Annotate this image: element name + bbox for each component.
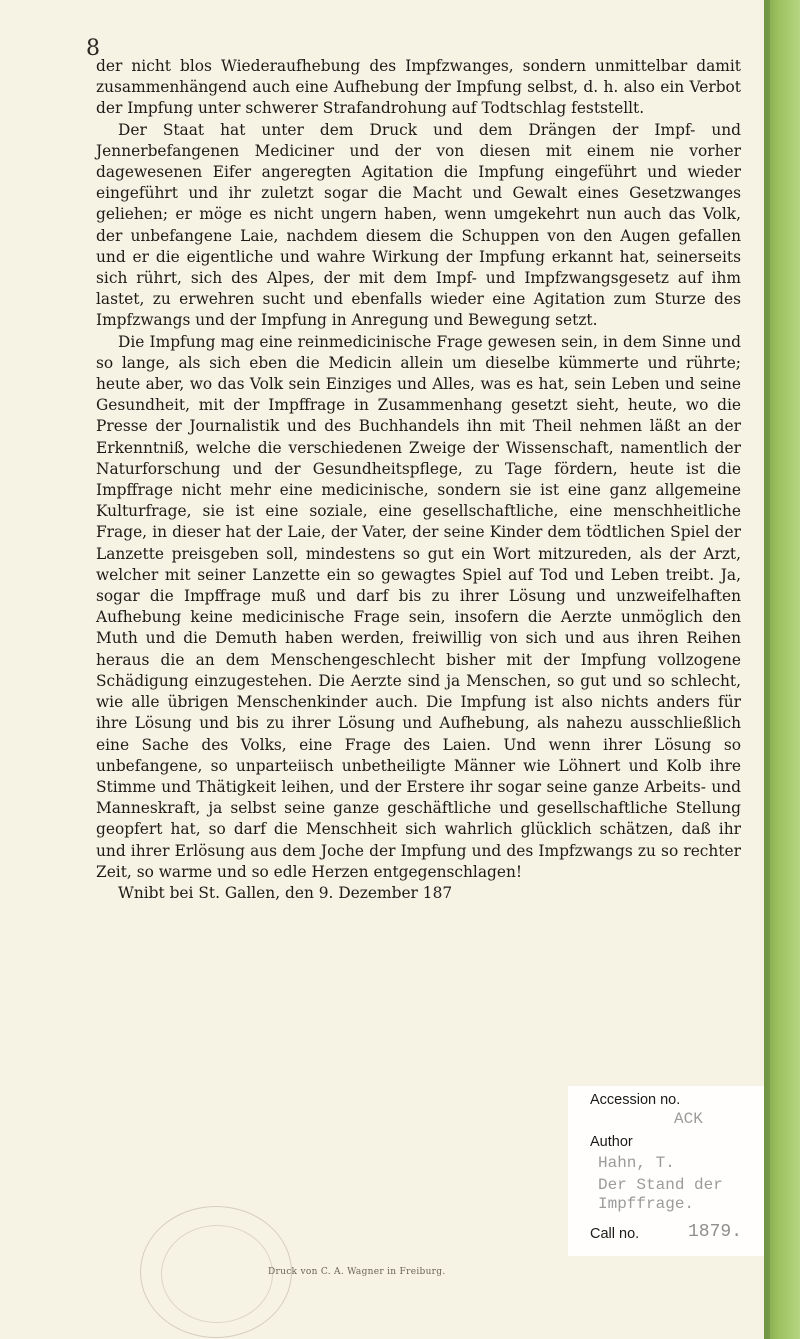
- author-value: Hahn, T.: [598, 1154, 675, 1172]
- call-value: 1879.: [688, 1222, 743, 1242]
- printer-imprint: Druck von C. A. Wagner in Freiburg.: [268, 1267, 446, 1277]
- cover-edge-strip: [764, 0, 800, 1339]
- accession-heading: Accession no.: [590, 1092, 681, 1108]
- title-value: Der Stand der Impffrage.: [598, 1176, 723, 1213]
- paragraph-1: der nicht blos Wiederaufhebung des Impfzwanges, sondern unmittelbar damit zusammenhängend auch eine Aufhebung der Impfung selbst, d. h. also ein Verbot der Impfung unter schwerer Strafandrohung auf Todtschlag feststellt.: [96, 57, 741, 118]
- author-heading: Author: [590, 1134, 633, 1150]
- body-text: [96, 56, 741, 904]
- paragraph-3: Die Impfung mag eine reinmedicinische Frage gewesen sein, in dem Sinne und so lange, als sich eben die Medicin allein um dieselbe kümmerte und rührte; heute aber, wo das Volk sein Einziges und Alles, was es hat, sein Leben und seine Gesundheit, mit der Impffrage in Zusammenhang gesetzt sieht, heute, wo die Presse der Journalistik und des Buchhandels ihn mit Theil nehmen läßt an der Erkenntniß, welche die verschiedenen Zweige der Wissenschaft, namentlich der Naturforschung und der Gesundheitspflege, zu Tage fördern, heute ist die Impffrage nicht mehr eine medicinische, sondern sie ist eine ganz allgemeine Kulturfrage, sie ist eine soziale, eine gesellschaftliche, eine menschheitliche Frage, in dieser hat der Laie, der Vater, der seine Kinder dem tödtlichen Spiel der Lanzette preisgeben soll, mindestens so gut ein Wort mitzureden, als der Arzt, welcher mit seiner Lanzette ein so gewagtes Spiel auf Tod und Leben treibt. Ja, sogar die Impffrage muß und darf bis zu ihrer Lösung und unzweifelhaften Aufhebung keine medicinische Frage sein, insofern die Aerzte unmöglich den Muth und die Demuth haben werden, freiwillig von sich und aus ihren Reihen heraus die an dem Menschengeschlecht bisher mit der Impfung vollzogene Schädigung einzugestehen. Die Aerzte sind ja Menschen, so gut und so schlecht, wie alle übrigen Menschenkinder auch. Die Impfung ist also nichts anders für ihre Lösung und bis zu ihrer Lösung und Aufhebung, als nahezu ausschließlich eine Sache des Volks, eine Frage des Laien. Und wenn ihrer Lösung so unbefangene, so unparteiisch unbetheiligte Männer wie Löhnert und Kolb ihre Stimme und Thätigkeit leihen, und der Erstere ihr sogar seine ganze Arbeits- und Manneskraft, ja selbst seine ganze geschäftliche und gesellschaftliche Stellung geopfert hat, so darf die Menschheit sich wahrlich glücklich schätzen, daß ihr und ihrer Erlösung aus dem Joche der Impfung und des Impfzwangs zu so rechter Zeit, so warme und so edle Herzen entgegenschlagen!: [96, 332, 741, 881]
- page-number: 8: [86, 36, 100, 61]
- paragraph-2: Der Staat hat unter dem Druck und dem Drängen der Impf- und Jennerbefangenen Mediciner und der von diesen mit einem nie vorher dagewesenen Eifer angeregten Agitation die Impfung eingeführt und wieder eingeführt und ihr zuletzt sogar die Macht und Gewalt eines Gesetzwanges geliehen; er möge es nicht ungern haben, wenn umgekehrt nun auch das Volk, der unbefangene Laie, nachdem diesem die Schuppen von den Augen gefallen und er die eigentliche und wahre Wirkung der Impfung erkannt hat, seinerseits sich rührt, sich des Alpes, der mit dem Impf- und Impfzwangsgesetz auf ihm lastet, zu erwehren sucht und ebenfalls wieder eine Agitation zum Sturze des Impfzwangs und der Impfung in Anregung und Bewegung setzt.: [96, 120, 741, 330]
- library-label: [568, 1086, 764, 1256]
- signature-line: Wnibt bei St. Gallen, den 9. Dezember 187: [118, 883, 453, 902]
- call-heading: Call no.: [590, 1226, 640, 1242]
- accession-value: ACK: [674, 1110, 703, 1128]
